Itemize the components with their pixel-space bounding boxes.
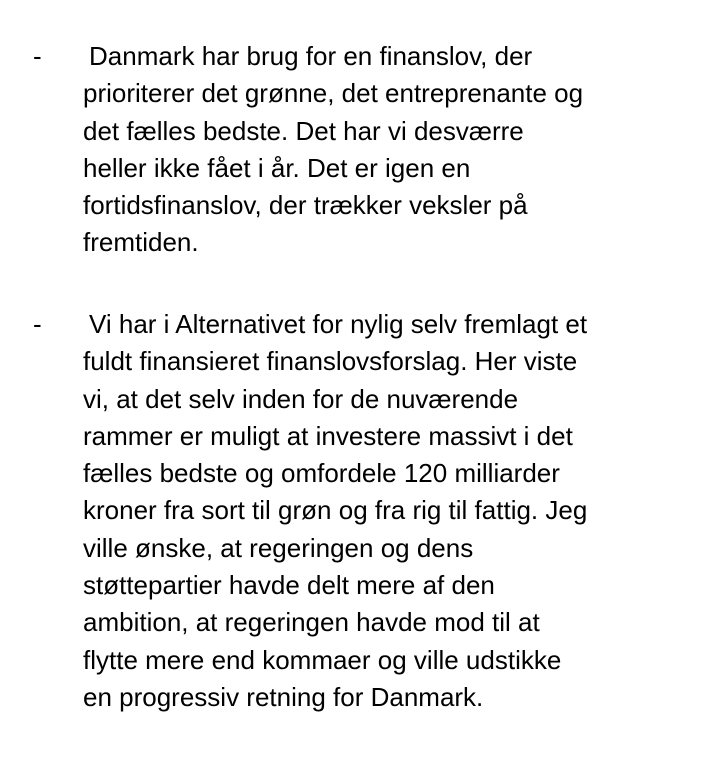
paragraph-text <box>83 306 693 716</box>
bullet-dash: - <box>33 309 42 339</box>
text-line: heller ikke fået i år. Det er igen en <box>83 152 471 183</box>
text-line: vi, at det selv inden for de nuværende <box>83 383 519 414</box>
text-line: Danmark har brug for en finanslov, der <box>89 41 533 71</box>
text-line: fremtiden. <box>83 227 199 258</box>
text-line: støttepartier havde delt mere af den <box>83 570 495 601</box>
text-line: det fælles bedste. Det har vi desværre <box>83 115 524 146</box>
text-line: rammer er muligt at investere massivt i det <box>83 420 573 451</box>
text-line: kroner fra sort til grøn og fra rig til fattig. Jeg <box>83 495 588 526</box>
text-line: fortidsfinanslov, der trækker veksler på <box>83 190 528 221</box>
text-line: fælles bedste og omfordele 120 milliarder <box>83 458 560 489</box>
bullet-dash: - <box>33 41 42 71</box>
text-line: flytte mere end kommaer og ville udstikke <box>83 644 562 675</box>
text-line: prioriterer det grønne, det entreprenante og <box>83 78 584 109</box>
text-line: fuldt finansieret finanslovsforslag. Her viste <box>83 346 578 377</box>
text-line: ville ønske, at regeringen og dens <box>83 532 474 563</box>
paragraph-text <box>83 38 693 262</box>
text-line: ambition, at regeringen havde mod til at <box>83 607 540 638</box>
text-line: en progressiv retning for Danmark. <box>83 681 484 712</box>
text-line: Vi har i Alternativet for nylig selv fremlagt et <box>89 309 588 339</box>
